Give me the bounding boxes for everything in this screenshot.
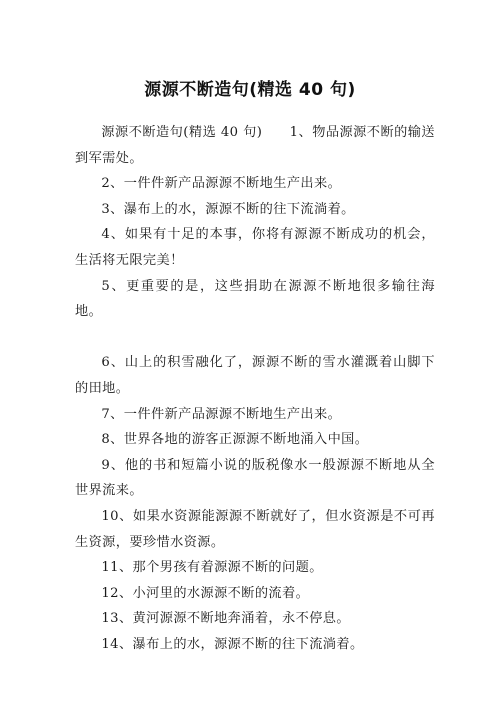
paragraph-14: 14、瀑布上的水，源源不断的往下流淌着。 (101, 636, 364, 652)
paragraph-6: 6、山上的积雪融化了，源源不断的雪水灌溉着山脚下的田地。 (75, 355, 435, 396)
document-body (75, 120, 435, 657)
paragraph-11: 11、那个男孩有着源源不断的问题。 (101, 560, 323, 576)
paragraph-13: 13、黄河源源不断地奔涌着，永不停息。 (101, 611, 350, 627)
document-title: 源源不断造句(精选 40 句) (144, 80, 356, 100)
paragraph-spacer (75, 325, 435, 351)
paragraph-3: 3、瀑布上的水，源源不断的往下流淌着。 (101, 201, 355, 217)
paragraph-intro: 源源不断造句(精选 40 句) 1、物品源源不断的输送到军需处。 (75, 125, 435, 166)
paragraph-4: 4、如果有十足的本事，你将有源源不断成功的机会，生活将无限完美！ (75, 227, 435, 268)
paragraph-5: 5、更重要的是，这些捐助在源源不断地很多输往海地。 (75, 278, 435, 320)
paragraph-10: 10、如果水资源能源源不断就好了，但水资源是不可再生资源，要珍惜水资源。 (75, 508, 435, 550)
paragraph-8: 8、世界各地的游客正源源不断地涌入中国。 (101, 432, 369, 448)
paragraph-7: 7、一件件新产品源源不断地生产出来。 (101, 406, 342, 422)
paragraph-9: 9、他的书和短篇小说的版税像水一般源源不断地从全世界流来。 (75, 457, 435, 499)
paragraph-2: 2、一件件新产品源源不断地生产出来。 (101, 176, 342, 192)
paragraph-12: 12、小河里的水源源不断的流着。 (101, 585, 310, 601)
